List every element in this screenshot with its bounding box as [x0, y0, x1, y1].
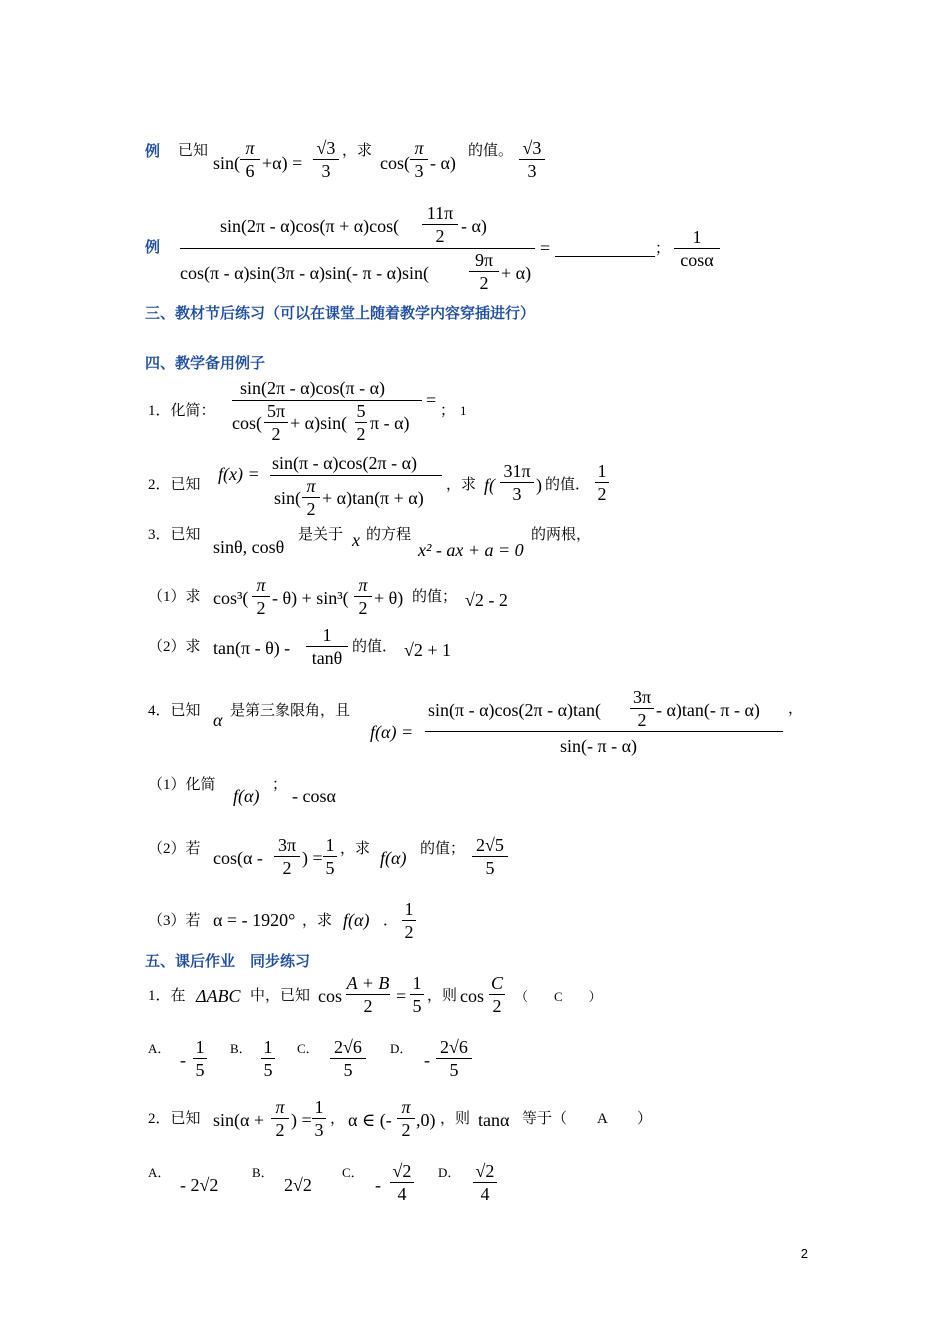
math: - θ) + sin³( [272, 588, 349, 608]
answer: 等于（ A ） [522, 1111, 653, 1127]
fraction: 1 tanθ [306, 624, 348, 669]
text: ； [272, 777, 288, 793]
text: ； [440, 403, 456, 419]
fraction: 3π 2 [274, 834, 300, 879]
text: ，求 [340, 841, 371, 857]
section-heading: 三、教材节后练习（可以在课堂上随着教学内容穿插进行） [145, 304, 536, 322]
text: 的方程 [366, 527, 412, 543]
option-d-value: 2√6 5 [436, 1036, 472, 1081]
math: sinθ, cosθ [213, 537, 285, 557]
math: + α)sin( [290, 413, 348, 433]
math: α = - 1920° [213, 910, 296, 930]
math: cos [460, 986, 484, 1006]
math: + θ) [374, 588, 404, 608]
fraction: 9π 2 [469, 249, 499, 294]
answer: 1 2 [595, 460, 609, 505]
option-a-value: - 2√2 [180, 1175, 219, 1195]
section-heading: 五、课后作业 同步练习 [145, 952, 311, 970]
math: f(α) [343, 910, 370, 930]
fraction: π 2 [271, 1096, 289, 1141]
fraction: √3 3 [313, 137, 339, 182]
option-label: C． [297, 1041, 319, 1056]
text: 的值； [412, 589, 458, 605]
fraction: 1 5 [410, 972, 424, 1017]
math: f(α) [233, 786, 260, 806]
answer: 1 cosα [674, 226, 720, 271]
option-c-value: 2√6 5 [330, 1036, 366, 1081]
fraction-bar [425, 731, 783, 732]
math: - α)tan(- π - α) [656, 700, 760, 720]
text: ， [330, 1111, 346, 1127]
problem-label: （1）求 [148, 589, 201, 605]
fraction: 3π 2 [630, 686, 654, 731]
fraction: π 6 [240, 137, 260, 182]
fraction: π 2 [354, 574, 372, 619]
text: 的值； [420, 841, 466, 857]
math: = [396, 986, 407, 1006]
math: cos³( [213, 588, 249, 608]
fraction: π 3 [410, 137, 428, 182]
math: sin( [213, 153, 240, 173]
math: π - α) [370, 413, 410, 433]
problem-label: （3）若 [148, 913, 201, 929]
math: +α) = [262, 153, 303, 173]
problem-label: 3．已知 [148, 527, 201, 543]
text: ． [383, 913, 399, 929]
math: α [213, 710, 223, 730]
math: f( [484, 475, 495, 495]
answer: √2 + 1 [404, 640, 452, 660]
problem-label: 1．在 [148, 988, 186, 1004]
fraction: π 2 [302, 475, 320, 520]
fraction: 1 3 [312, 1096, 326, 1141]
math: - α) [430, 153, 456, 173]
numerator: sin(2π - α)cos(π + α)cos( [220, 216, 400, 236]
option-label: D． [390, 1041, 413, 1056]
text: ， [788, 701, 804, 717]
math: cos( [232, 413, 262, 433]
math: - [375, 1175, 381, 1195]
option-b-value: 1 5 [261, 1036, 275, 1081]
math: tanα [478, 1110, 510, 1130]
text: ，则 [440, 1111, 471, 1127]
text: 已知 [178, 143, 209, 159]
fraction-bar [270, 475, 442, 476]
fraction-bar [232, 400, 422, 401]
example-label: 例 [145, 142, 161, 160]
text: 是第三象限角，且 [230, 703, 351, 719]
numerator: sin(2π - α)cos(π - α) [240, 378, 386, 398]
fraction: 11π 2 [422, 202, 458, 247]
answer: √2 - 2 [465, 590, 508, 610]
page-number: 2 [800, 1246, 808, 1261]
math: x² - ax + a = 0 [418, 540, 524, 560]
fraction: π 2 [252, 574, 270, 619]
math: cos( [380, 153, 410, 173]
fraction: 5π 2 [264, 400, 288, 445]
text: 的值． [352, 639, 398, 655]
math: ,0) [416, 1110, 436, 1130]
option-label: B． [230, 1041, 252, 1056]
math: f(x) = [218, 464, 260, 484]
math: ΔABC [196, 986, 241, 1006]
math: sin(α + [213, 1110, 265, 1130]
math: tan(π - θ) - [213, 638, 291, 658]
text: 的值． [545, 477, 591, 493]
option-label: B． [252, 1165, 274, 1180]
fraction: 5 2 [356, 401, 366, 444]
math: ) = [291, 1110, 312, 1130]
problem-label: （1）化简 [148, 777, 216, 793]
math: α ∈ (- [348, 1110, 392, 1130]
math: = [426, 390, 437, 410]
fraction: 31π 3 [500, 460, 534, 505]
text: ，求 [342, 143, 373, 159]
example-label: 例 [145, 238, 161, 256]
numerator: sin(π - α)cos(2π - α)tan( [428, 700, 601, 720]
problem-label: 2．已知 [148, 1111, 201, 1127]
option-b-value: 2√2 [284, 1175, 312, 1195]
problem-label: 4．已知 [148, 703, 201, 719]
math: + α) [501, 263, 532, 283]
option-label: C． [342, 1165, 364, 1180]
answer: 1 [460, 403, 467, 418]
text: 是关于 [298, 527, 344, 543]
problem-label: （2）求 [148, 639, 201, 655]
problem-label: 2．已知 [148, 477, 201, 493]
math: x [352, 530, 360, 550]
fraction: C 2 [490, 973, 503, 1016]
problem-label: 1．化简： [148, 403, 216, 419]
answer: 1 2 [402, 898, 416, 943]
answer: 2√5 5 [472, 834, 508, 879]
answer: - cosα [292, 786, 336, 806]
math: f(α) = [370, 722, 414, 742]
fraction: 1 5 [323, 834, 337, 879]
math: - [180, 1050, 186, 1070]
answer: √3 3 [519, 137, 545, 182]
math: - [424, 1050, 430, 1070]
option-label: D． [438, 1165, 461, 1180]
text: 的两根， [531, 527, 592, 543]
math: ) [536, 475, 542, 495]
math: + α)tan(π + α) [322, 488, 424, 508]
blank-line [555, 256, 655, 257]
fraction: π 2 [397, 1096, 415, 1141]
text: ，求 [302, 913, 333, 929]
problem-label: （2）若 [148, 841, 201, 857]
text: 中，已知 [250, 988, 311, 1004]
math: f(α) [380, 848, 407, 868]
option-label: A． [148, 1041, 171, 1056]
fraction: A + B 2 [346, 973, 390, 1016]
text: ，则 [427, 988, 458, 1004]
section-heading: 四、教学备用例子 [145, 354, 266, 372]
math: = [540, 238, 551, 258]
math: - α) [461, 216, 487, 236]
numerator: sin(π - α)cos(2π - α) [272, 453, 418, 473]
math: cos(α - [213, 848, 263, 868]
option-d-value: √2 4 [473, 1160, 497, 1205]
answer: （ C ） [515, 989, 602, 1004]
option-a-value: 1 5 [193, 1036, 207, 1081]
denominator: cos(π - α)sin(3π - α)sin(- π - α)sin( [180, 263, 430, 283]
option-label: A． [148, 1165, 171, 1180]
text: ，求 [446, 477, 477, 493]
math: sin( [274, 488, 301, 508]
option-c-value: √2 4 [390, 1160, 414, 1205]
denominator: sin(- π - α) [560, 736, 638, 756]
math: cos [318, 986, 342, 1006]
math: ) = [302, 848, 323, 868]
text: 的值。 [468, 143, 514, 159]
text: ； [655, 241, 671, 257]
